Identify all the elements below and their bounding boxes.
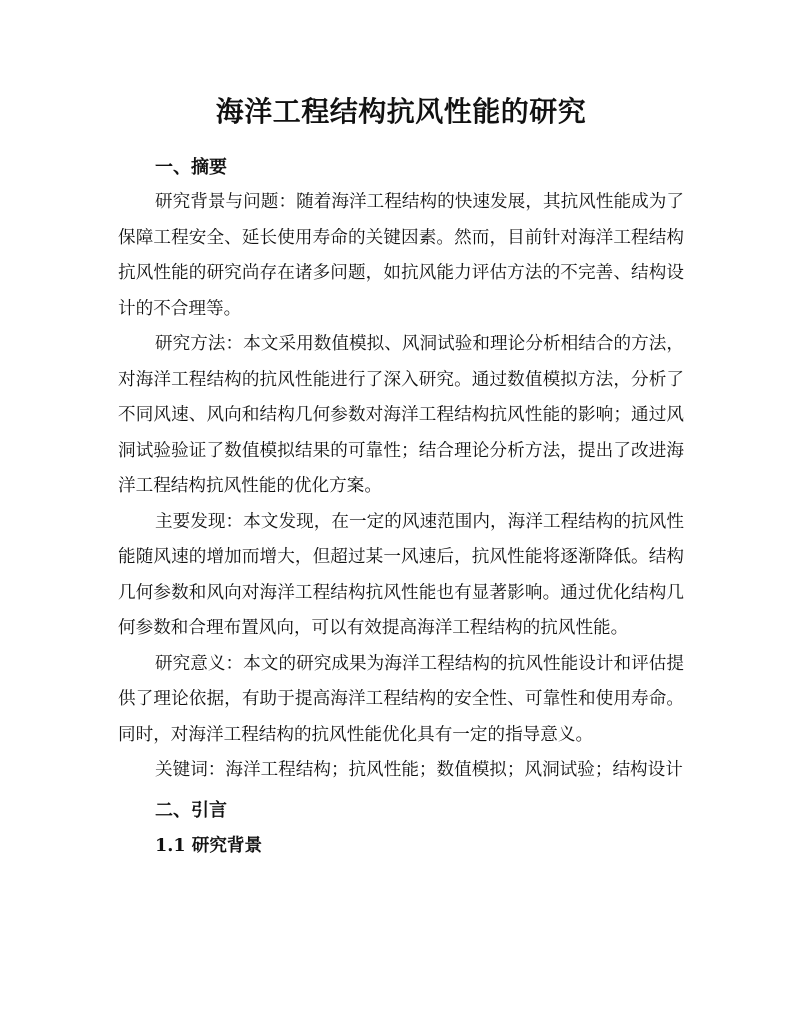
subsection-heading-background: 1.1 研究背景 [155, 834, 263, 856]
section-heading-abstract: 一、摘要 [155, 157, 227, 178]
document-page [118, 86, 684, 863]
paragraph-background: 研究背景与问题：随着海洋工程结构的快速发展，其抗风性能成为了保障工程安全、延长使用寿命的关键因素。然而，目前针对海洋工程结构抗风性能的研究尚存在诸多问题，如抗风能力评估方法的不完善、结构设计的不合理等。 [118, 192, 684, 319]
paragraph-findings: 主要发现：本文发现，在一定的风速范围内，海洋工程结构的抗风性能随风速的增加而增大，但超过某一风速后，抗风性能将逐渐降低。结构几何参数和风向对海洋工程结构抗风性能也有显著影响。通过优化结构几何参数和合理布置风向，可以有效提高海洋工程结构的抗风性能。 [118, 511, 684, 638]
paragraph-methods: 研究方法：本文采用数值模拟、风洞试验和理论分析相结合的方法，对海洋工程结构的抗风性能进行了深入研究。通过数值模拟方法，分析了不同风速、风向和结构几何参数对海洋工程结构抗风性能的影响；通过风洞试验验证了数值模拟结果的可靠性；结合理论分析方法，提出了改进海洋工程结构抗风性能的优化方案。 [118, 334, 684, 496]
paragraph-keywords: 关键词：海洋工程结构；抗风性能；数值模拟；风洞试验；结构设计 [155, 760, 683, 780]
section-heading-introduction: 二、引言 [155, 799, 227, 821]
paragraph-significance: 研究意义：本文的研究成果为海洋工程结构的抗风性能设计和评估提供了理论依据，有助于提高海洋工程结构的安全性、可靠性和使用寿命。同时，对海洋工程结构的抗风性能优化具有一定的指导意义。 [118, 653, 684, 745]
document-title: 海洋工程结构抗风性能的研究 [215, 95, 587, 128]
